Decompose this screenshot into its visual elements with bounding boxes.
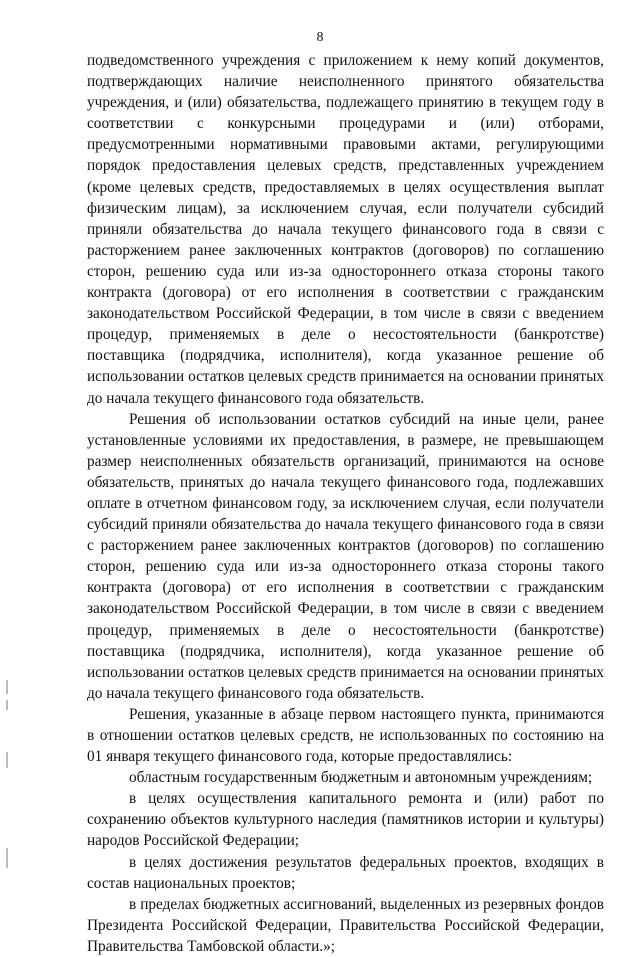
paragraph-3: Решения, указанные в абзаце первом настоящего пункта, принимаются в отношении остатков целевых средств, не использованных по состоянию на 01 января текущего финансового года, которые предоставлялись: bbox=[87, 705, 604, 766]
document-body bbox=[87, 50, 604, 957]
list-item-cultural-heritage: в целях осуществления капитального ремонта и (или) работ по сохранению объектов культурного наследия (памятников истории и культуры) народов Российской Федерации; bbox=[87, 790, 604, 850]
page-number: 8 bbox=[316, 30, 324, 45]
list-item-federal-projects: в целях достижения результатов федеральных проектов, входящих в состав национальных проектов; bbox=[87, 853, 604, 892]
scan-margin-mark bbox=[6, 752, 8, 768]
scan-margin-mark bbox=[6, 700, 8, 710]
paragraph-2: Решения об использовании остатков субсидий на иные цели, ранее установленные условиями их предоставления, в размере, не превышающем размер неисполненных обязательств организаций, принимаются на основе обязательств, принятых до начала текущего финансового года, подлежавших оплате в отчетном финансовом году, за исключением случая, если получатели субсидий приняли обязательства до начала текущего финансового года в связи с расторжением ранее заключенных контрактов (договоров) по соглашению сторон, решению суда или из-за одностороннего отказа стороны такого контракта (договора) от его исполнения в соответствии с гражданским законодательством Российской Федерации, в том числе в связи с введением процедур, применяемых в деле о несостоятельности (банкротстве) поставщика (подрядчика, исполнителя), когда указанное решение об использовании остатков целевых средств принимается на основании принятых до начала текущего финансового года обязательств. bbox=[87, 410, 604, 702]
list-item-reserve-funds: в пределах бюджетных ассигнований, выделенных из резервных фондов Президента Российской Федерации, Правительства Российской Федерации, Правительства Тамбовской области.»; bbox=[87, 895, 604, 955]
paragraph-1: подведомственного учреждения с приложением к нему копий документов, подтверждающих наличие неисполненного принятого обязательства учреждения, и (или) обязательства, подлежащего принятию в текущем году в соответствии с конкурсными процедурами и (или) отборами, предусмотренными нормативными правовыми актами, регулирующими порядок предоставления целевых средств, представленных учреждением (кроме целевых средств, предоставляемых в целях осуществления выплат физическим лицам), за исключением случая, если получатели субсидий приняли обязательства до начала текущего финансового года в связи с расторжением ранее заключенных контрактов (договоров) по соглашению сторон, решению суда или из-за одностороннего отказа стороны такого контракта (договора) от его исполнения в соответствии с гражданским законодательством Российской Федерации, в том числе в связи с введением процедур, применяемых в деле о несостоятельности (банкротстве) поставщика (подрядчика, исполнителя), когда указанное решение об использовании остатков целевых средств принимается на основании принятых до начала текущего финансового года обязательств. bbox=[87, 52, 604, 407]
list-item-budget-institutions: областным государственным бюджетным и автономным учреждениям; bbox=[129, 769, 593, 787]
scan-margin-mark bbox=[6, 680, 8, 694]
scan-margin-mark bbox=[6, 848, 8, 868]
